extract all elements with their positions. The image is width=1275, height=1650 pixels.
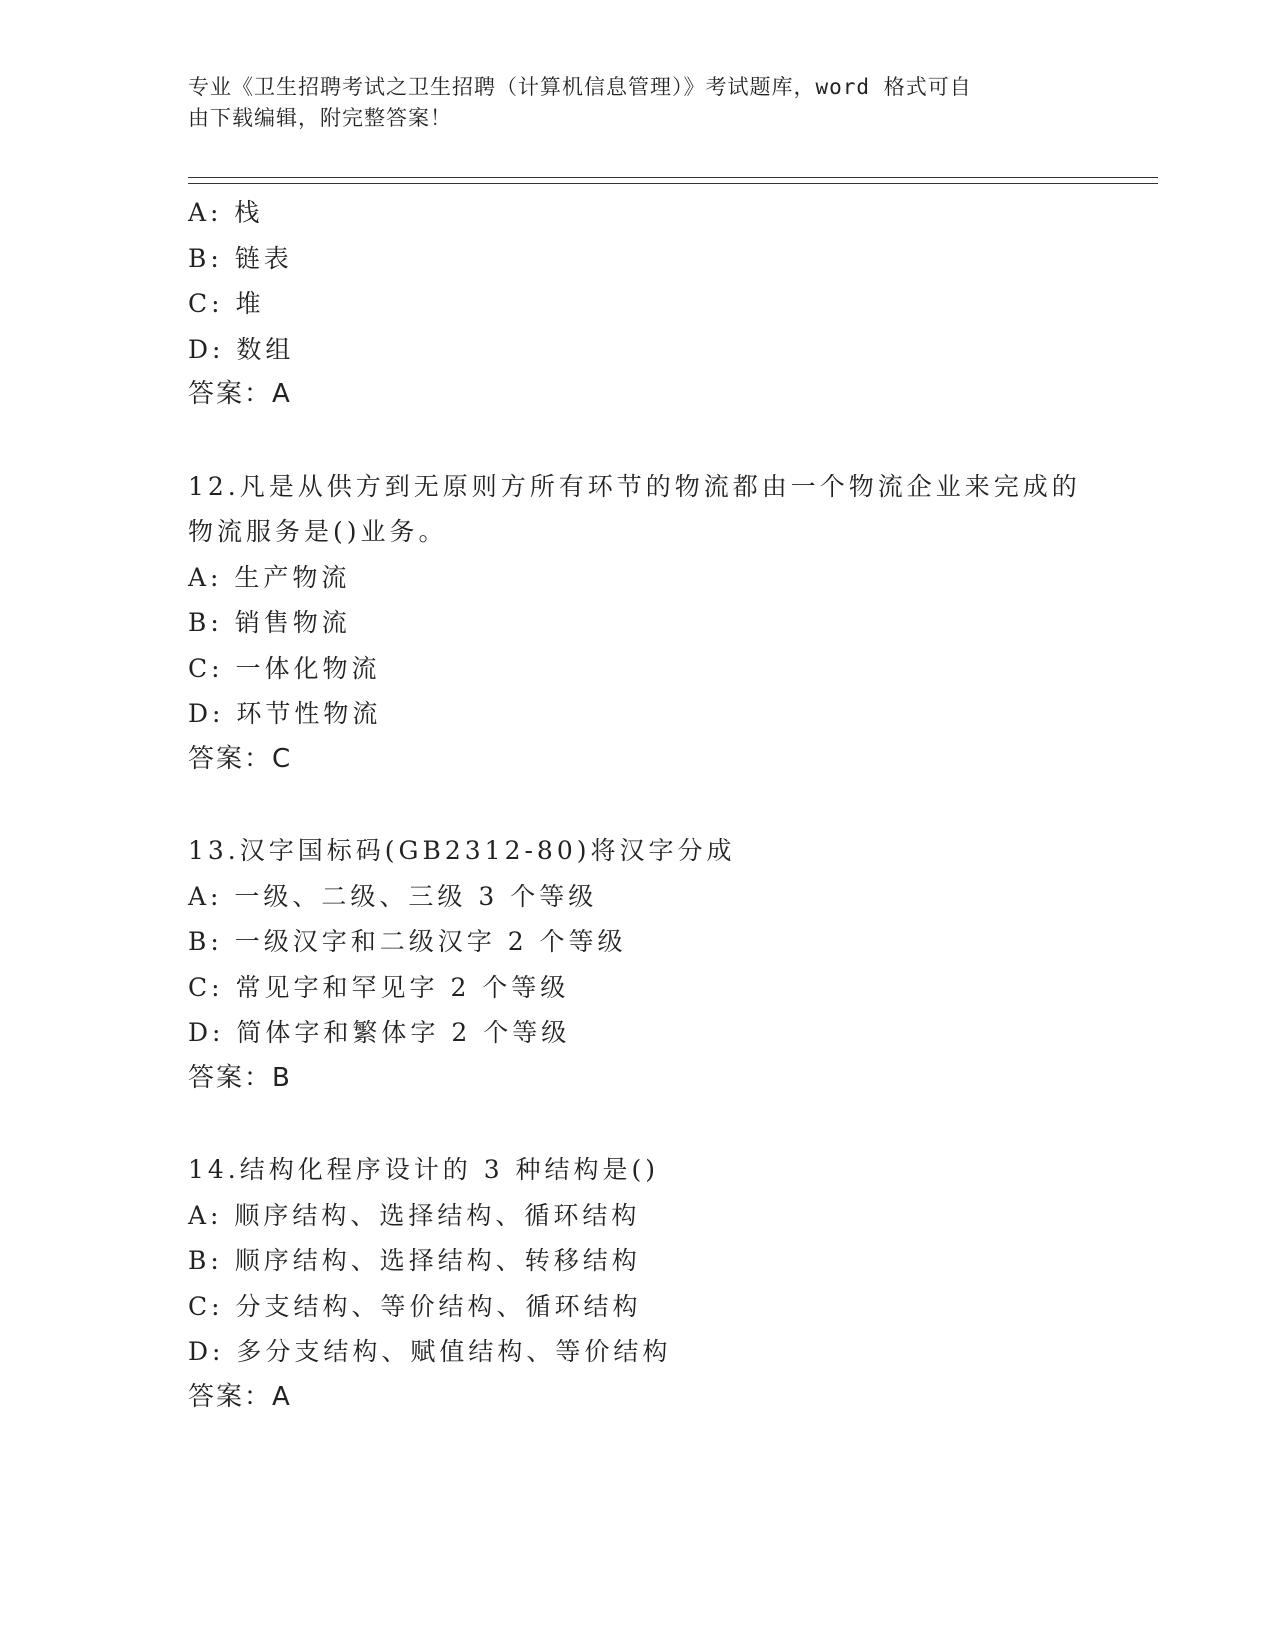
option-d: D: 简体字和繁体字 2 个等级 <box>188 1018 571 1047</box>
question-12 <box>188 464 1158 783</box>
option-d: D: 多分支结构、赋值结构、等价结构 <box>188 1337 672 1366</box>
question-stem: 12.凡是从供方到无原则方所有环节的物流都由一个物流企业来完成的 <box>188 471 1081 501</box>
option-c: C: 一体化物流 <box>188 653 381 683</box>
option-b: B: 顺序结构、选择结构、转移结构 <box>188 1246 641 1275</box>
question-stem: 13.汉字国标码(GB2312-80)将汉字分成 <box>188 836 736 865</box>
option-a: A: 生产物流 <box>188 562 351 592</box>
answer: 答案：C <box>188 743 293 774</box>
option-d: D: 环节性物流 <box>188 699 382 728</box>
document-header <box>188 72 1068 134</box>
option-b: B: 链表 <box>188 243 293 273</box>
answer: 答案：A <box>188 379 292 409</box>
question-list <box>188 190 1158 1420</box>
option-c: C: 常见字和罕见字 2 个等级 <box>188 972 570 1002</box>
answer: 答案：A <box>188 1381 292 1412</box>
option-b: B: 销售物流 <box>188 608 351 637</box>
option-a: A: 一级、二级、三级 3 个等级 <box>188 881 598 911</box>
header-line-1: 专业《卫生招聘考试之卫生招聘（计算机信息管理）》考试题库，word 格式可自 <box>188 75 972 99</box>
header-divider-bottom <box>188 183 1158 184</box>
header-divider-top <box>188 177 1158 178</box>
question-stem: 14.结构化程序设计的 3 种结构是() <box>188 1155 660 1184</box>
question-13 <box>188 828 1158 1101</box>
option-a: A: 顺序结构、选择结构、循环结构 <box>188 1200 641 1230</box>
question-11 <box>188 190 1158 418</box>
question-stem-cont: 物流服务是()业务。 <box>188 517 448 546</box>
header-line-2: 由下载编辑，附完整答案！ <box>188 106 452 130</box>
option-b: B: 一级汉字和二级汉字 2 个等级 <box>188 927 627 956</box>
option-c: C: 堆 <box>188 289 265 318</box>
answer: 答案：B <box>188 1062 292 1093</box>
question-14 <box>188 1147 1158 1420</box>
option-a: A: 栈 <box>188 198 264 227</box>
option-c: C: 分支结构、等价结构、循环结构 <box>188 1291 642 1321</box>
option-d: D: 数组 <box>188 334 295 364</box>
